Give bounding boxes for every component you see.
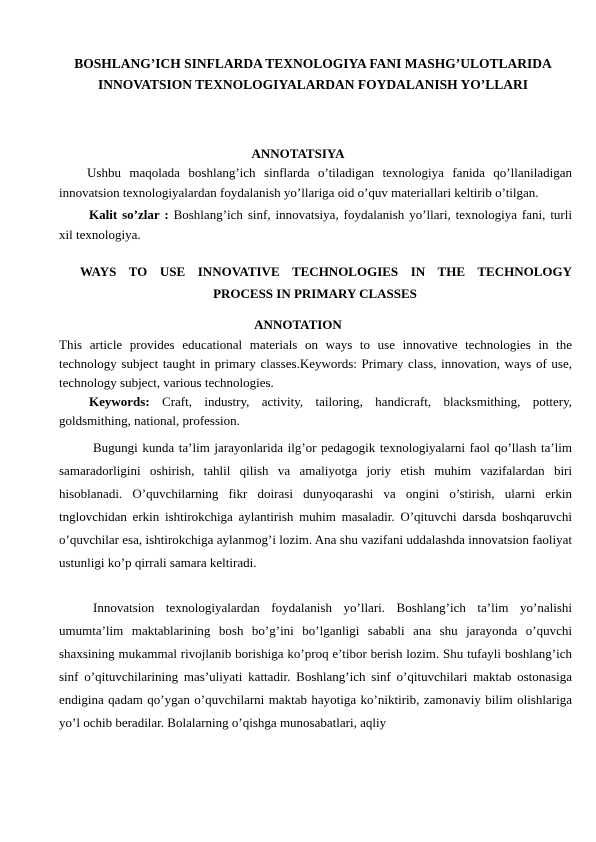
body-paragraph-2: Innovatsion texnologiyalardan foydalanish yo’llari. Boshlang’ich ta’lim yo’nalishi umumta’lim maktablarining bosh bo’g’ini bo’lganligi sababli ana shu jarayonda o’quvchi shaxsining mukammal rivojlanib borishiga ko’proq e’tibor berish lozim. Shu tufayli boshlang’ich sinf o’qituvchilarining mas’uliyati kattadir. Boshlang’ich sinf o’qituvchilari maktab ostonasiga endigina qadam qo’ygan o’quvchilarni maktab hayotiga ko’niktirib, zamonaviy bilim olishlariga yo’l ochib beradilar. Bolalarning o’qishga munosabatlari, aqliy [59,600,572,730]
annotation-heading-en: ANNOTATION [254,317,342,332]
annotation-text-en: This article provides educational materials on ways to use innovative technologies in the technology subject taught in primary classes.Keywords: Primary class, innovation, ways of use, technology subject, various technologies. [59,337,572,390]
keywords-text-en: Craft, industry, activity, tailoring, handicraft, blacksmithing, pottery, goldsmithing, national, profession. [59,394,572,428]
keywords-label-uz: Kalit so’zlar : [89,207,169,222]
annotation-text-uz: Ushbu maqolada boshlang’ich sinflarda o’tiladigan texnologiya fanida qo’llaniladigan innovatsion texnologiyalardan foydalanish yo’llariga oid o’quv materiallari keltirib o’tilgan. [59,165,572,200]
keywords-en [59,392,572,430]
annotation-heading-uz: ANNOTATSIYA [251,146,345,161]
keywords-uz [59,205,572,244]
paper-title: BOSHLANG’ICH SINFLARDA TEXNOLOGIYA FANI MASHG’ULOTLARIDA INNOVATSION TEXNOLOGIYALARDAN FOYDALANISH YO’LLARI [74,56,552,92]
keywords-text-uz: Boshlang’ich sinf, innovatsiya, foydalanish yo’llari, texnologiya fani, turli xil texnologiya. [59,207,572,242]
english-title-line2: PROCESS IN PRIMARY CLASSES [213,286,417,301]
english-title-line1: WAYS TO USE INNOVATIVE TECHNOLOGIES IN THE TECHNOLOGY [80,264,572,279]
body-paragraph-1: Bugungi kunda ta’lim jarayonlarida ilg’or pedagogik texnologiyalarni faol qo’llash ta’lim samaradorligini oshirish, tahlil qilish va amaliyotga joriy etish muhim vazifalardan biri hisoblanadi. O’quvchilarning fikr doirasi dunyoqarashi va ongini o’stirish, ularni erkin tnglovchidan erkin ishtirokchiga aylantirish muhim masaladir. O’qituvchi darsda boshqaruvchi o’quvchilar esa, ishtirokchiga aylanmog’i lozim. Ana shu vazifani uddalashda innovatsion faoliyat ustunligi ko’p qirrali samara keltiradi. [59,440,572,570]
keywords-label-en: Keywords: [89,394,150,409]
